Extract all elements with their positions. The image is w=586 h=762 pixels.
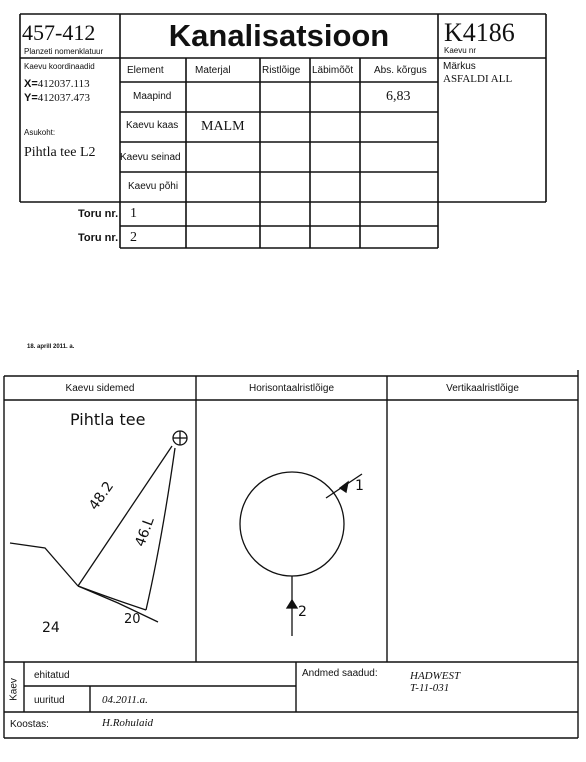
well-id: K4186 [444,18,515,47]
panel-title-vertical: Vertikaalristlõige [446,383,519,394]
row-element-3: Kaevu seinad [120,152,181,163]
col-element: Element [127,65,164,76]
well-cross-section [240,472,344,576]
street-name: Pihtla tee [70,410,146,429]
x-value: 412037.113 [37,78,90,90]
y-value: 412037.473 [37,92,91,104]
panel-title-connections: Kaevu sidemed [65,383,135,394]
prepared-label: Koostas: [10,719,49,730]
pipe-number-1: 1 [130,206,137,221]
distance-label-4: 24 [42,620,60,636]
data-from-label: Andmed saadud: [302,668,378,679]
row-element-4: Kaevu põhi [128,181,179,192]
distance-label-3: 20 [124,612,141,627]
pipe-label-sketch-2: 2 [298,604,307,620]
sheet-number-label: Planzeti nomenklatuur [24,47,104,56]
row-material-2: MALM [201,119,245,134]
reference-line-1 [78,446,172,586]
coordinates-label: Kaevu koordinaadid [24,62,95,71]
row-element-2: Kaevu kaas [126,120,179,131]
pipe-label-2: Toru nr. [78,232,119,244]
surveyed-label: uuritud [34,695,65,706]
pipe-number-2: 2 [130,230,137,245]
address-label: Asukoht: [24,128,56,137]
document-date: 18. aprill 2011. a. [27,344,75,350]
reference-line-3 [78,586,146,610]
remarks-text: ASFALDI ALL [443,73,513,85]
x-prefix: X= [24,78,38,90]
well-id-label: Kaevu nr [444,46,477,55]
sheet-number: 457-412 [22,20,96,45]
data-from-value-2: T-11-031 [410,682,450,694]
panel-title-horizontal: Horisontaalristlõige [248,383,335,394]
y-prefix: Y= [24,92,38,104]
col-diameter: Läbimõõt [312,65,354,76]
row-abs-1: 6,83 [386,89,411,104]
building-outline [10,543,78,586]
distance-label-1: 48.2 [86,478,118,514]
well-side-label: Kaev [8,678,20,701]
pipe-label-1: Toru nr. [78,208,119,220]
col-cross-section: Ristlõige [262,65,301,76]
prepared-value: H.Rohulaid [102,717,154,729]
distance-label-2: 46.L [132,515,158,549]
row-element-1: Maapind [133,91,172,102]
data-from-value-1: HADWEST [410,670,461,682]
remarks-label: Märkus [443,61,476,72]
pipe-label-sketch-1: 1 [355,478,364,494]
surveyed-value: 04.2011.a. [102,694,148,706]
col-abs-height: Abs. kõrgus [374,65,427,76]
address-value: Pihtla tee L2 [24,145,96,160]
col-material: Materjal [195,65,231,76]
building-edge [78,586,158,622]
document-title: Kanalisatsioon [168,18,390,53]
built-label: ehitatud [34,670,70,681]
